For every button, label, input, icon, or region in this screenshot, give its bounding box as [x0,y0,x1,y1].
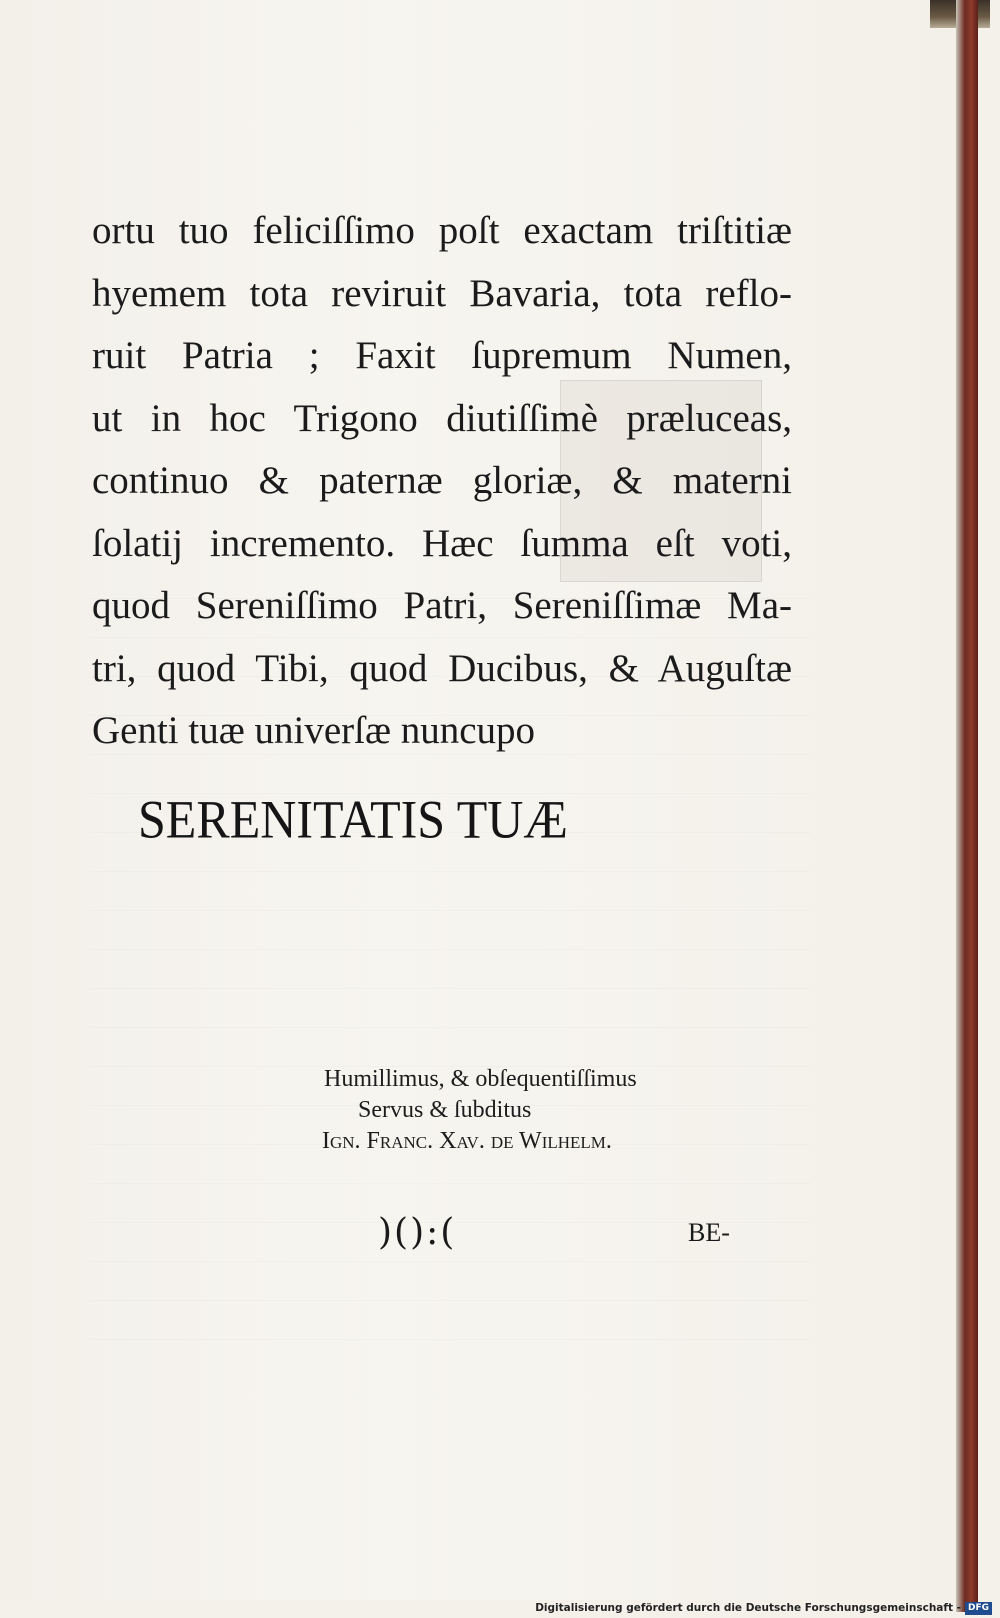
body-line: Genti tuæ univerſæ nuncupo [92,709,536,752]
body-text [92,200,792,763]
book-spine [956,0,978,1612]
signature-line: Humillimus, & obſequentiſſimus [324,1066,637,1092]
signature-name: Ign. Franc. Xav. de Wilhelm. [322,1128,612,1154]
digitization-footer [535,1600,992,1616]
body-line: ut in hoc Trigono diutiſſimè præluceas, [92,396,792,440]
body-line: ruit Patria ; Faxit ſupremum Numen, [92,334,792,377]
body-line: ortu tuo feliciſſimo poſt exactam triſtitiæ [92,209,792,252]
ornament: )():( [378,1212,457,1253]
footer-text: Digitalisierung gefördert durch die Deutsche Forschungsgemeinschaft - [535,1602,961,1614]
dfg-logo-icon: DFG [965,1602,992,1615]
catchword: BE- [688,1218,730,1247]
dedication-heading: SERENITATIS TUÆ [138,788,568,850]
body-line: quod Sereniſſimo Patri, Sereniſſimæ Ma- [92,584,792,627]
body-line: continuo & paternæ gloriæ, & materni [92,459,792,502]
signature-block [320,1064,637,1157]
body-line: ſolatij incremento. Hæc ſumma eſt voti, [92,521,792,565]
body-line: hyemem tota reviruit Bavaria, tota reflo- [92,271,792,315]
signature-line: Servus & ſubditus [358,1097,532,1123]
body-line: tri, quod Tibi, quod Ducibus, & Auguſtæ [92,646,792,690]
